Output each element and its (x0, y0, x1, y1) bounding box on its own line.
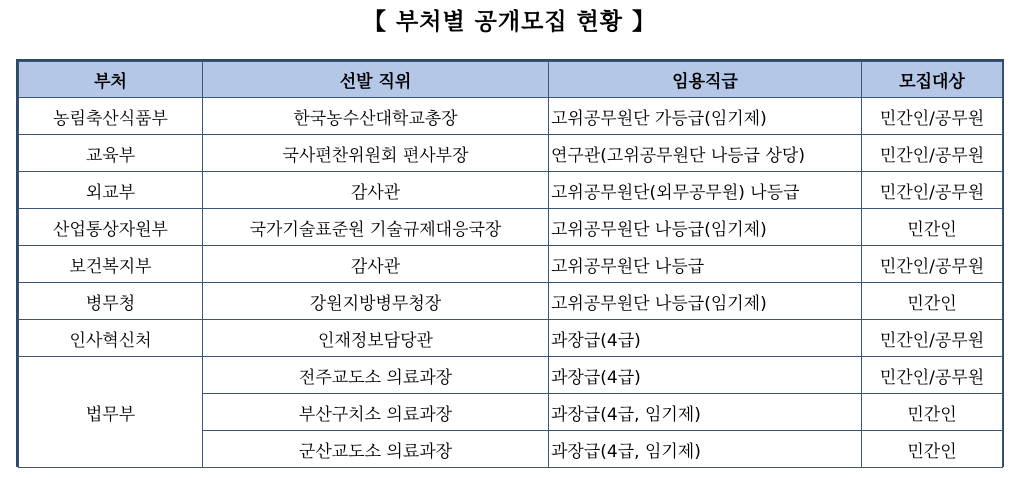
grade-cell: 고위공무원단 나등급(임기제) (549, 283, 862, 320)
grade-cell: 고위공무원단 가등급(임기제) (549, 98, 862, 135)
grade-cell: 고위공무원단 나등급(임기제) (549, 209, 862, 246)
grade-cell: 과장급(4급) (549, 320, 862, 357)
recruitment-table-frame (16, 59, 1004, 467)
position-cell: 부산구치소 의료과장 (203, 394, 549, 431)
table-row (19, 320, 1003, 357)
grade-cell: 과장급(4급, 임기제) (549, 431, 862, 468)
position-cell: 전주교도소 의료과장 (203, 357, 549, 394)
table-row (19, 98, 1003, 135)
ministry-cell: 교육부 (19, 135, 203, 172)
target-cell: 민간인/공무원 (862, 357, 1003, 394)
grade-cell: 고위공무원단 나등급 (549, 246, 862, 283)
grade-cell: 고위공무원단(외무공무원) 나등급 (549, 172, 862, 209)
header-ministry: 부처 (19, 62, 203, 98)
page-title: 【 부처별 공개모집 현황 】 (363, 8, 656, 35)
target-cell: 민간인/공무원 (862, 135, 1003, 172)
header-position: 선발 직위 (203, 62, 549, 98)
position-cell: 한국농수산대학교총장 (203, 98, 549, 135)
ministry-cell: 외교부 (19, 172, 203, 209)
ministry-cell: 인사혁신처 (19, 320, 203, 357)
ministry-cell: 보건복지부 (19, 246, 203, 283)
target-cell: 민간인/공무원 (862, 246, 1003, 283)
grade-cell: 연구관(고위공무원단 나등급 상당) (549, 135, 862, 172)
ministry-cell: 농림축산식품부 (19, 98, 203, 135)
grade-cell: 과장급(4급) (549, 357, 862, 394)
table-row (19, 357, 1003, 394)
header-target: 모집대상 (862, 62, 1003, 98)
target-cell: 민간인/공무원 (862, 320, 1003, 357)
target-cell: 민간인 (862, 209, 1003, 246)
table-header-row (19, 62, 1003, 98)
recruitment-table (18, 61, 1003, 468)
header-grade: 임용직급 (549, 62, 862, 98)
ministry-cell: 병무청 (19, 283, 203, 320)
position-cell: 강원지방병무청장 (203, 283, 549, 320)
position-cell: 인재정보담당관 (203, 320, 549, 357)
table-row (19, 135, 1003, 172)
table-row (19, 209, 1003, 246)
ministry-cell: 산업통상자원부 (19, 209, 203, 246)
grade-cell: 과장급(4급, 임기제) (549, 394, 862, 431)
position-cell: 군산교도소 의료과장 (203, 431, 549, 468)
target-cell: 민간인/공무원 (862, 172, 1003, 209)
target-cell: 민간인/공무원 (862, 98, 1003, 135)
table-row (19, 283, 1003, 320)
target-cell: 민간인 (862, 283, 1003, 320)
ministry-cell-merged: 법무부 (19, 357, 203, 468)
position-cell: 감사관 (203, 246, 549, 283)
table-row (19, 172, 1003, 209)
position-cell: 국사편찬위원회 편사부장 (203, 135, 549, 172)
target-cell: 민간인 (862, 431, 1003, 468)
target-cell: 민간인 (862, 394, 1003, 431)
table-row (19, 246, 1003, 283)
position-cell: 감사관 (203, 172, 549, 209)
position-cell: 국가기술표준원 기술규제대응국장 (203, 209, 549, 246)
